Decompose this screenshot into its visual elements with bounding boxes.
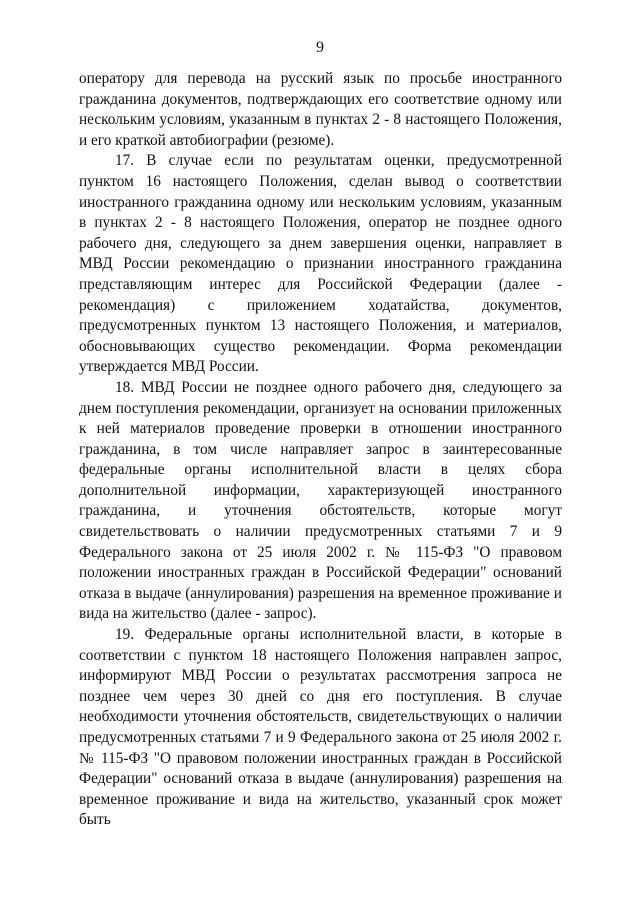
paragraph-18: 18. МВД России не позднее одного рабочего дня, следующего за днем поступления рекомендации, организует на основании приложенных к ней материалов проведение проверки в отношении иностранного гражданина, в том числе направляет запрос в заинтересованные федеральные органы исполнительной власти в целях сбора дополнительной информации, характеризующей иностранного гражданина, и уточнения обстоятельств, которые могут свидетельствовать о наличии предусмотренных статьями 7 и 9 Федерального закона от 25 июля 2002 г. № 115-ФЗ "О правовом положении иностранных граждан в Российской Федерации" оснований отказа в выдаче (аннулирования) разрешения на временное проживание и вида на жительство (далее - запрос). xyxy=(79,378,562,623)
paragraph-17: 17. В случае если по результатам оценки, предусмотренной пунктом 16 настоящего Положения, сделан вывод о соответствии иностранного гражданина одному или нескольким условиям, указанным в пунктах 2 - 8 настоящего Положения, оператор не позднее одного рабочего дня, следующего за днем завершения оценки, направляет в МВД России рекомендацию о признании иностранного гражданина представляющим интерес для Российской Федерации (далее - рекомендация) с приложением ходатайства, документов, предусмотренных пунктом 13 настоящего Положения, и материалов, обосновывающих существо рекомендации. Форма рекомендации утверждается МВД России. xyxy=(79,152,562,376)
document-body xyxy=(79,69,562,831)
paragraph-19: 19. Федеральные органы исполнительной власти, в которые в соответствии с пунктом 18 настоящего Положения направлен запрос, информируют МВД России о результатах рассмотрения запроса не позднее чем через 30 дней со дня его поступления. В случае необходимости уточнения обстоятельств, свидетельствующих о наличии предусмотренных статьями 7 и 9 Федерального закона от 25 июля 2002 г. № 115-ФЗ "О правовом положении иностранных граждан в Российской Федерации" оснований отказа в выдаче (аннулирования) разрешения на временное проживание и вида на жительство, указанный срок может быть xyxy=(79,626,562,829)
page-number: 9 xyxy=(316,39,324,56)
paragraph-continuation: оператору для перевода на русский язык по просьбе иностранного гражданина документов, подтверждающих его соответствие одному или нескольким условиям, указанным в пунктах 2 - 8 настоящего Положения, и его краткой автобиографии (резюме). xyxy=(79,70,562,149)
